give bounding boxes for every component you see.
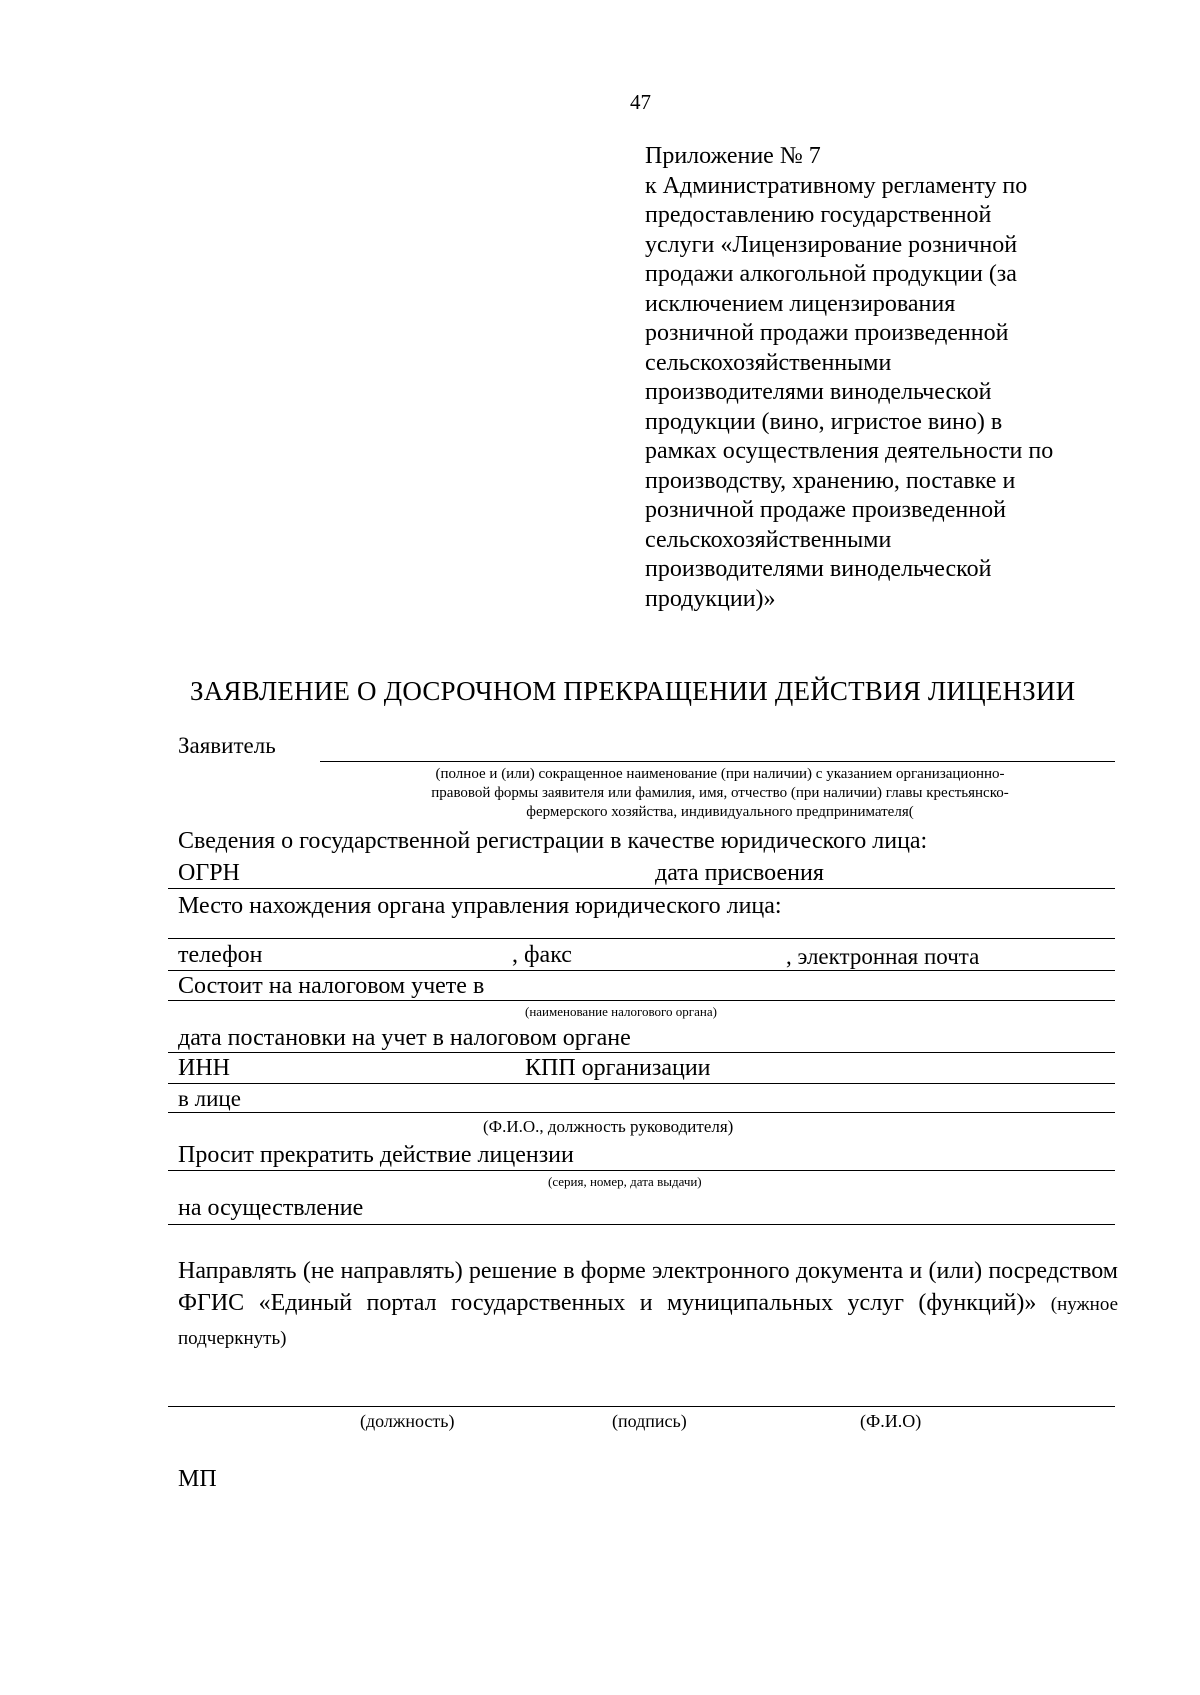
ogrn-label: ОГРН <box>178 860 240 886</box>
signature-hint: (подпись) <box>612 1411 687 1431</box>
delivery-text: Направлять (не направлять) решение в форме электронного документа и (или) посредством ФГИС «Единый портал государственных и муниципальных услуг (функций)» <box>178 1258 1118 1316</box>
appendix-line: исключением лицензирования <box>645 290 956 317</box>
tax-authority-hint: (наименование налогового органа) <box>525 1004 717 1019</box>
applicant-hint-line: фермерского хозяйства, индивидуального предпринимателя( <box>526 804 914 820</box>
appendix-line: предоставлению государственной <box>645 202 992 228</box>
signature-line[interactable] <box>168 1406 1115 1407</box>
phone-label: телефон <box>178 942 263 968</box>
appendix-line: к Административному регламенту по <box>645 172 1028 199</box>
applicant-hint-line: (полное и (или) сокращенное наименование (при наличии) с указанием организационно- <box>435 766 1005 782</box>
applicant-label: Заявитель <box>178 733 276 758</box>
page-number: 47 <box>630 90 651 114</box>
ogrn-line[interactable] <box>168 888 1115 889</box>
license-hint: (серия, номер, дата выдачи) <box>548 1174 702 1189</box>
fax-label: , факс <box>512 942 572 968</box>
tax-date-label: дата постановки на учет в налоговом органе <box>178 1025 631 1051</box>
appendix-line: продукции)» <box>645 585 776 612</box>
email-label: , электронная почта <box>786 944 980 969</box>
inn-kpp-line[interactable] <box>168 1083 1115 1084</box>
delivery-note: (нужное подчеркнуть) <box>178 1294 1119 1349</box>
appendix-line: производству, хранению, поставке и <box>645 467 1016 494</box>
activity-label: на осуществление <box>178 1195 364 1221</box>
license-line[interactable] <box>168 1170 1115 1171</box>
registration-info-label: Сведения о государственной регистрации в качестве юридического лица: <box>178 828 928 854</box>
location-label: Место нахождения органа управления юридического лица: <box>178 893 782 919</box>
head-hint: (Ф.И.О., должность руководителя) <box>483 1117 734 1136</box>
assignment-date-label: дата присвоения <box>655 860 824 886</box>
appendix-line: услуги «Лицензирование розничной <box>645 231 1018 258</box>
appendix-line: продукции (вино, игристое вино) в <box>645 408 1003 435</box>
stamp-label: МП <box>178 1466 217 1492</box>
delivery-paragraph <box>178 1255 1118 1355</box>
inn-label: ИНН <box>178 1055 230 1081</box>
contacts-line[interactable] <box>168 970 1115 971</box>
appendix-line: продажи алкогольной продукции (за <box>645 261 1017 287</box>
appendix-line: сельскохозяйственными <box>645 526 892 553</box>
kpp-label: КПП организации <box>525 1055 711 1081</box>
appendix-line: Приложение № 7 <box>645 143 821 169</box>
appendix-line: сельскохозяйственными <box>645 349 892 376</box>
appendix-line: производителями винодельческой <box>645 379 992 405</box>
tax-authority-line[interactable] <box>168 1000 1115 1001</box>
name-hint: (Ф.И.О) <box>860 1411 922 1431</box>
activity-line[interactable] <box>168 1224 1115 1225</box>
appendix-block <box>645 142 1115 614</box>
head-line[interactable] <box>168 1112 1115 1113</box>
appendix-line: розничной продажи произведенной <box>645 320 1009 346</box>
represented-by-label: в лице <box>178 1086 241 1111</box>
appendix-line: рамках осуществления деятельности по <box>645 438 1054 464</box>
applicant-line[interactable] <box>320 761 1115 762</box>
appendix-line: производителями винодельческой <box>645 556 992 582</box>
request-label: Просит прекратить действие лицензии <box>178 1142 574 1168</box>
appendix-line: розничной продаже произведенной <box>645 497 1006 523</box>
location-line[interactable] <box>168 938 1115 939</box>
applicant-hint-line: правовой формы заявителя или фамилия, имя, отчество (при наличии) главы крестьянско- <box>431 785 1009 801</box>
tax-date-line[interactable] <box>168 1052 1115 1053</box>
document-title: ЗАЯВЛЕНИЕ О ДОСРОЧНОМ ПРЕКРАЩЕНИИ ДЕЙСТВИЯ ЛИЦЕНЗИИ <box>190 676 1076 706</box>
applicant-hint <box>330 765 1110 822</box>
position-hint: (должность) <box>360 1411 455 1431</box>
tax-registered-label: Состоит на налоговом учете в <box>178 973 485 999</box>
